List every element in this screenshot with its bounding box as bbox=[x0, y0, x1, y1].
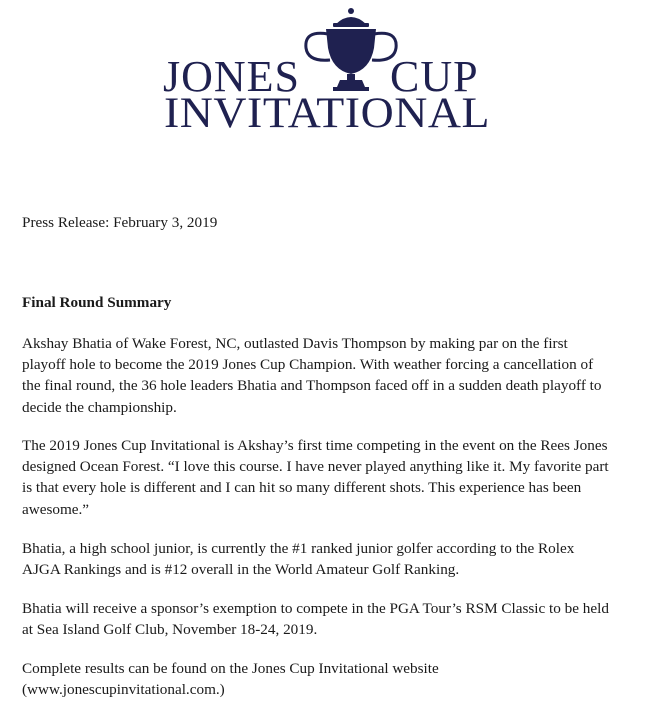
paragraph-championship bbox=[22, 333, 648, 418]
text-line: Bhatia will receive a sponsor’s exemption to compete in the PGA Tour’s RSM Classic to be held bbox=[22, 600, 609, 617]
text-line: decide the championship. bbox=[22, 398, 177, 416]
section-heading: Final Round Summary bbox=[22, 294, 172, 311]
logo-word-cup: CUP bbox=[390, 52, 479, 101]
jones-cup-logo bbox=[0, 0, 651, 150]
text-line: Akshay Bhatia of Wake Forest, NC, outlasted Davis Thompson by making par on the first bbox=[22, 335, 568, 352]
website-link-text: (www.jonescupinvitational.com.) bbox=[22, 681, 225, 699]
paragraph-results bbox=[22, 658, 648, 700]
text-line: designed Ocean Forest. “I love this course. I have never played anything like it. My favorite part bbox=[22, 458, 609, 476]
paragraph-exemption bbox=[22, 598, 648, 640]
paragraph-rankings bbox=[22, 538, 648, 580]
press-release-date: Press Release: February 3, 2019 bbox=[22, 214, 218, 231]
trophy-cup-icon bbox=[306, 8, 396, 91]
text-line: Complete results can be found on the Jones Cup Invitational website bbox=[22, 660, 439, 677]
logo-word-invitational: INVITATIONAL bbox=[164, 90, 490, 137]
text-line: playoff hole to become the 2019 Jones Cup Champion. With weather forcing a cancellation of bbox=[22, 356, 594, 374]
text-line: at Sea Island Golf Club, November 18-24, 2019. bbox=[22, 621, 318, 639]
text-line: is that every hole is different and I can hit so many different shots. This experience has been bbox=[22, 479, 582, 497]
text-line: AJGA Rankings and is #12 overall in the World Amateur Golf Ranking. bbox=[22, 561, 460, 579]
text-line: the final round, the 36 hole leaders Bhatia and Thompson faced off in a sudden death playoff to bbox=[22, 377, 602, 395]
text-line: The 2019 Jones Cup Invitational is Akshay’s first time competing in the event on the Rees Jones bbox=[22, 437, 608, 454]
logo-word-jones: JONES bbox=[163, 52, 301, 101]
text-line: awesome.” bbox=[22, 500, 90, 518]
paragraph-quote bbox=[22, 435, 648, 520]
text-line: Bhatia, a high school junior, is currently the #1 ranked junior golfer according to the Rolex bbox=[22, 540, 575, 557]
logo-graphic bbox=[0, 0, 651, 150]
